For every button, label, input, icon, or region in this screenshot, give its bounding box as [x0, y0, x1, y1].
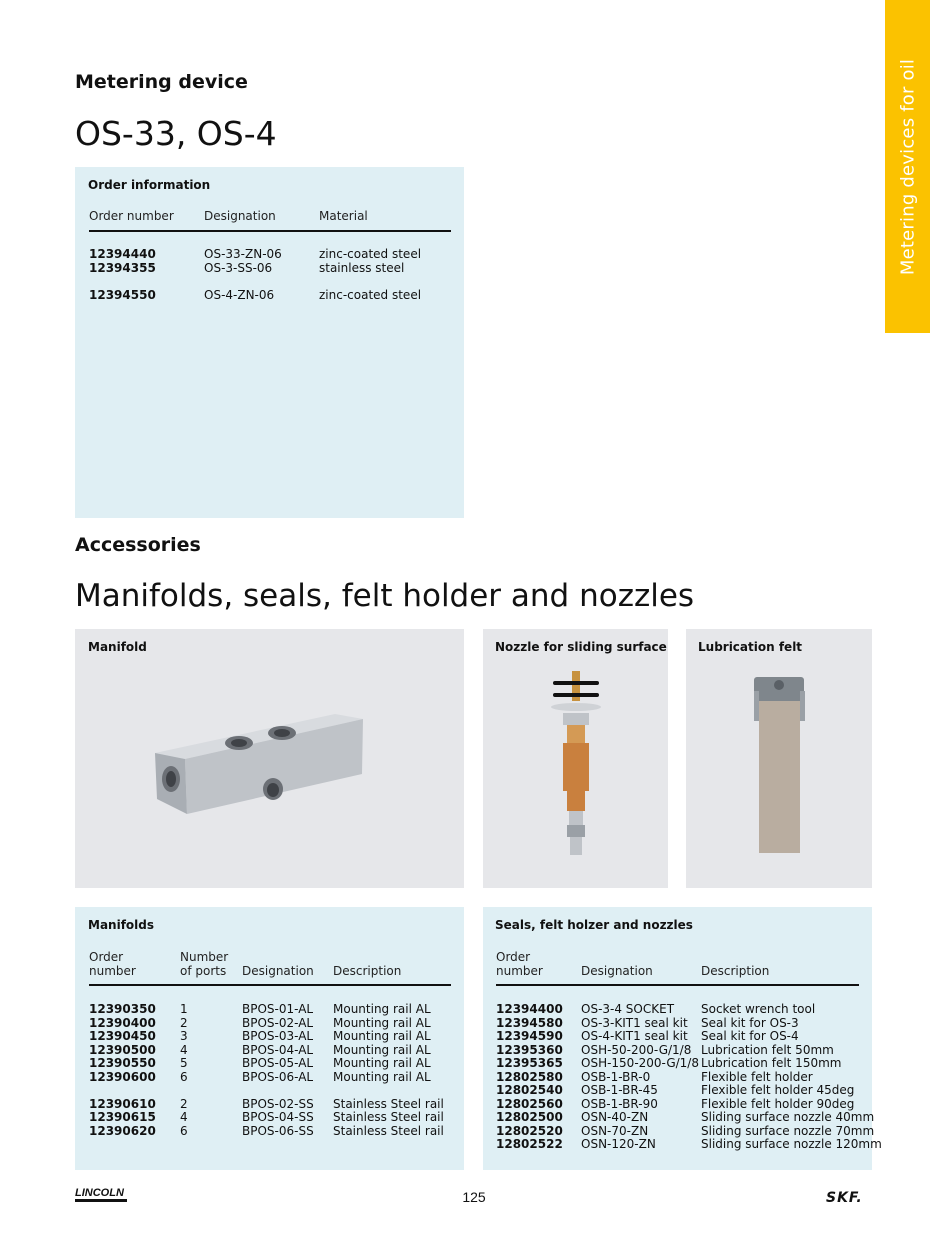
table-cell-number: 12390615	[89, 1110, 156, 1124]
table-cell-designation: BPOS-06-AL	[242, 1069, 314, 1084]
felt-photo	[686, 629, 872, 888]
section-side-tab	[885, 0, 930, 333]
col-header-order: Order number	[496, 950, 543, 978]
table-cell-number: 12394355	[89, 261, 156, 275]
page-number: 125	[462, 1189, 486, 1205]
table-cell-description: Mounting rail AL	[333, 1042, 431, 1057]
table-cell-number: 12802540	[496, 1083, 563, 1097]
table-cell-ports: 2	[180, 1096, 188, 1111]
table-cell-designation: OS-3-SS-06	[204, 261, 273, 275]
table-cell-designation: OS-3-4 SOCKET	[581, 1002, 675, 1016]
table-cell-number: 12394400	[496, 1002, 563, 1016]
manifold-image-panel	[75, 629, 464, 888]
table-cell-description: Flexible felt holder 45deg	[701, 1083, 855, 1097]
table-cell-material: stainless steel	[319, 261, 405, 275]
table-cell-designation: OSN-70-ZN	[581, 1123, 649, 1138]
order-information-table	[89, 167, 451, 518]
skf-logo	[826, 1189, 874, 1209]
table-cell-description: Stainless Steel rail	[333, 1123, 444, 1138]
table-cell-designation: OSB-1-BR-45	[581, 1083, 658, 1097]
table-cell-ports: 6	[180, 1123, 188, 1138]
table-cell-designation: OSN-40-ZN	[581, 1110, 649, 1124]
table-cell-description: Stainless Steel rail	[333, 1096, 444, 1111]
col-header-order-number: Order number	[89, 209, 174, 223]
manifold-photo	[75, 629, 464, 888]
table-cell-number: 12802522	[496, 1137, 563, 1151]
col-header-designation: Designation	[204, 209, 276, 223]
table-cell-number: 12802500	[496, 1110, 563, 1124]
table-cell-description: Sliding surface nozzle 40mm	[701, 1110, 875, 1124]
table-cell-number: 12390450	[89, 1029, 156, 1043]
table-cell-ports: 4	[180, 1110, 188, 1124]
seals-table-panel	[483, 907, 882, 1170]
table-cell-designation: OSH-150-200-G/1/8	[581, 1056, 699, 1070]
table-cell-ports: 6	[180, 1069, 188, 1084]
seals-table	[496, 907, 882, 1170]
col-header-order: Order number	[89, 950, 136, 978]
table-cell-designation: BPOS-06-SS	[242, 1123, 314, 1138]
table-cell-description: Mounting rail AL	[333, 1069, 431, 1084]
table-cell-designation: OSN-120-ZN	[581, 1137, 656, 1151]
nozzle-image-caption: Nozzle for sliding surface	[495, 640, 667, 654]
table-cell-description: Sliding surface nozzle 70mm	[701, 1123, 875, 1138]
table-cell-number: 12802580	[496, 1069, 563, 1084]
svg-text:SKF.: SKF.	[826, 1190, 863, 1205]
table-cell-number: 12802560	[496, 1096, 563, 1111]
table-cell-designation: BPOS-02-AL	[242, 1015, 314, 1030]
side-tab-label: Metering devices for oil	[897, 58, 918, 275]
table-cell-description: Flexible felt holder	[701, 1069, 813, 1084]
table-cell-number: 12390500	[89, 1042, 156, 1057]
table-cell-designation: OSB-1-BR-0	[581, 1069, 651, 1084]
table-cell-number: 12395360	[496, 1042, 563, 1057]
felt-image-panel	[686, 629, 872, 888]
header-rule	[89, 984, 451, 986]
table-cell-number: 12394550	[89, 288, 156, 302]
table-cell-number: 12394580	[496, 1015, 563, 1030]
table-cell-designation: BPOS-03-AL	[242, 1029, 314, 1043]
col-header-material: Material	[319, 209, 368, 223]
nozzle-image-panel	[483, 629, 668, 888]
table-cell-description: Seal kit for OS-4	[701, 1029, 799, 1043]
table-cell-description: Seal kit for OS-3	[701, 1015, 799, 1030]
table-cell-number: 12390350	[89, 1002, 156, 1016]
table-cell-ports: 3	[180, 1029, 188, 1043]
skf-logo-graphic	[826, 1189, 874, 1205]
col-header-designation: Designation	[242, 964, 314, 978]
table-cell-description: Sliding surface nozzle 120mm	[701, 1137, 882, 1151]
table-cell-material: zinc-coated steel	[319, 247, 422, 261]
section-label-accessories: Accessories	[75, 534, 201, 556]
table-cell-number: 12390400	[89, 1015, 156, 1030]
product-title: OS-33, OS-4	[75, 114, 277, 153]
header-rule	[89, 230, 451, 232]
section-label-metering-device: Metering device	[75, 71, 248, 93]
table-cell-designation: BPOS-04-AL	[242, 1042, 314, 1057]
table-cell-description: Mounting rail AL	[333, 1056, 431, 1070]
svg-text:LINCOLN: LINCOLN	[75, 1187, 124, 1199]
table-cell-description: Lubrication felt 150mm	[701, 1056, 842, 1070]
manifold-image-caption: Manifold	[88, 640, 147, 654]
table-cell-number: 12395365	[496, 1056, 563, 1070]
table-cell-number: 12390610	[89, 1096, 156, 1111]
table-cell-ports: 1	[180, 1002, 188, 1016]
order-information-panel	[75, 167, 464, 518]
table-cell-number: 12390620	[89, 1123, 156, 1138]
table-cell-ports: 2	[180, 1015, 188, 1030]
order-information-title: Order information	[88, 178, 211, 192]
col-header-description: Description	[333, 964, 402, 978]
table-cell-number: 12394440	[89, 247, 156, 261]
table-cell-number: 12390550	[89, 1056, 156, 1070]
table-cell-ports: 5	[180, 1056, 188, 1070]
table-cell-description: Mounting rail AL	[333, 1015, 431, 1030]
table-cell-designation: BPOS-04-SS	[242, 1110, 314, 1124]
table-cell-description: Flexible felt holder 90deg	[701, 1096, 855, 1111]
nozzle-photo	[483, 629, 668, 888]
table-cell-number: 12390600	[89, 1069, 156, 1084]
table-cell-designation: OSH-50-200-G/1/8	[581, 1042, 692, 1057]
manifolds-table-title: Manifolds	[88, 918, 155, 932]
table-cell-number: 12394590	[496, 1029, 563, 1043]
table-cell-description: Mounting rail AL	[333, 1029, 431, 1043]
table-cell-designation: OS-4-ZN-06	[204, 288, 275, 302]
table-cell-designation: OSB-1-BR-90	[581, 1096, 658, 1111]
seals-table-title: Seals, felt holzer and nozzles	[495, 918, 693, 932]
col-header-designation: Designation	[581, 964, 653, 978]
table-cell-ports: 4	[180, 1042, 188, 1057]
table-cell-designation: OS-33-ZN-06	[204, 247, 282, 261]
table-cell-description: Lubrication felt 50mm	[701, 1042, 834, 1057]
manifolds-table	[89, 907, 451, 1170]
table-cell-designation: BPOS-02-SS	[242, 1096, 314, 1111]
table-cell-description: Socket wrench tool	[701, 1002, 816, 1016]
manifolds-table-panel	[75, 907, 464, 1170]
table-cell-description: Mounting rail AL	[333, 1002, 431, 1016]
table-cell-designation: BPOS-05-AL	[242, 1056, 314, 1070]
table-cell-designation: OS-4-KIT1 seal kit	[581, 1029, 688, 1043]
table-cell-description: Stainless Steel rail	[333, 1110, 444, 1124]
felt-image-caption: Lubrication felt	[698, 640, 803, 654]
header-rule	[496, 984, 859, 986]
table-cell-designation: OS-3-KIT1 seal kit	[581, 1015, 688, 1030]
table-cell-number: 12802520	[496, 1123, 563, 1138]
table-cell-designation: BPOS-01-AL	[242, 1002, 314, 1016]
table-cell-material: zinc-coated steel	[319, 288, 422, 302]
col-header-description: Description	[701, 964, 770, 978]
col-header-ports: Number of ports	[180, 950, 229, 978]
accessories-title: Manifolds, seals, felt holder and nozzles	[75, 578, 695, 614]
